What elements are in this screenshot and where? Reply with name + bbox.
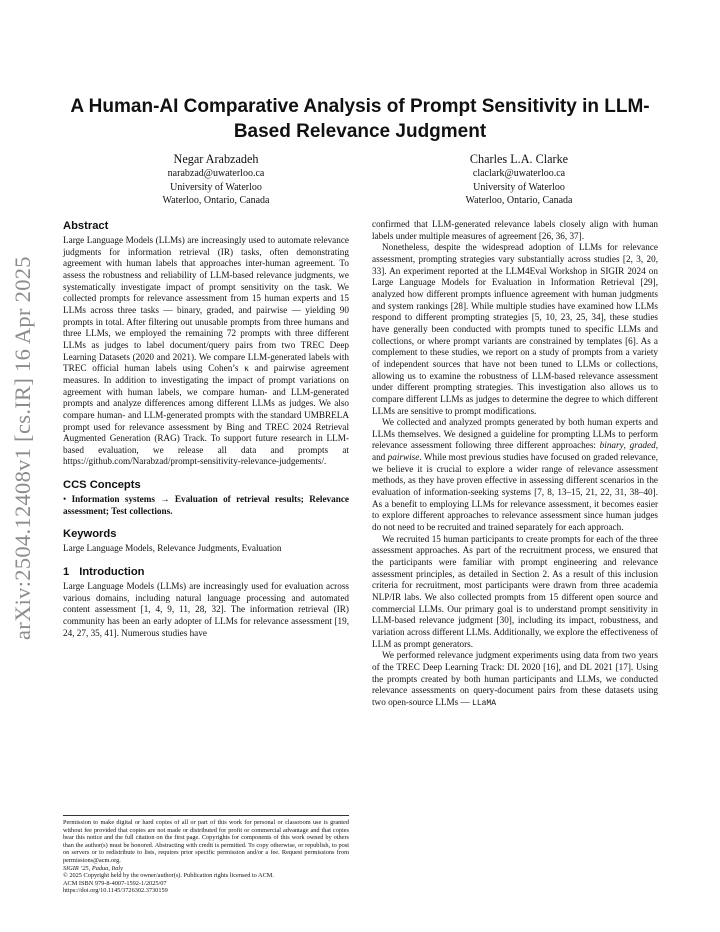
text-span: , — [623, 440, 630, 451]
venue-text: SIGIR ’25, Padua, Italy — [63, 864, 123, 872]
permission-text: Permission to make digital or hard copies of all or part of this work for personal or classroom use is granted without fee provided that copies are not made or distributed for profit or commercial advantage and that copies bear this notice and the full citation on the first page. Copyrights for components of this work owned by others than the author(s) must be honored. Abstracting with credit is permitted. To copy otherwise, or republish, to post on servers or to redistribute to lists, requires prior specific permission and/or a fee. Request permissions from permissions@acm.org. — [63, 819, 349, 864]
author-affiliation: University of Waterloo — [170, 181, 262, 193]
isbn-text: ACM ISBN 979-8-4007-1592-1/2025/07 — [63, 879, 167, 887]
author-name: Negar Arabzadeh — [173, 152, 259, 166]
intro-paragraph-5 — [372, 650, 658, 709]
abstract-heading: Abstract — [63, 220, 109, 232]
author-block-1 — [91, 152, 341, 208]
author-affiliation: University of Waterloo — [473, 181, 565, 193]
author-location: Waterloo, Ontario, Canada — [162, 195, 270, 206]
intro-paragraph-2: Nonetheless, despite the widespread adoption of LLMs for relevance assessment, prompting strategies vary substantially across studies [2, 3, 20, 33]. An experiment reported at the LLM4Eval Workshop in SIGIR 2024 on Large Language Models for Evaluation in Information Retrieval [29], analyzed how different prompts influence agreement with human judgments and system rankings [28]. While multiple studies have examined how LLMs respond to different prompting strategies [5, 10, 23, 25, 34], these studies have generally been conducted with prompts tuned to specific LLMs and collections, or where prompt variants are constrained by templates [6]. As a complement to these studies, we report on a study of prompts from a variety of independent sources that have not been tuned to LLMs or collections, allowing us to examine the robustness of LLM-based relevance assessment under different prompting strategies. This investigation also allows us to compare different LLMs as judges to determine the degree to which different LLMs are sensitive to prompt modifications. — [372, 242, 658, 416]
ccs-concepts-text: Information systems → Evaluation of retrieval results; Relevance assessment; Test collections. — [63, 494, 349, 516]
text-span: , and — [372, 440, 658, 463]
emphasis-pairwise: pairwise — [387, 452, 420, 463]
right-column — [372, 219, 658, 710]
intro-paragraph-1: Large Language Models (LLMs) are increasingly used for evaluation across various domains, including natural language processing and automated content assessment [1, 4, 9, 11, 28, 32]. The information retrieval (IR) community has been an early adopter of LLMs for relevance assessment [19, 24, 27, 35, 41]. Numerous studies have — [63, 581, 349, 638]
author-email: claclark@uwaterloo.ca — [472, 168, 566, 179]
emphasis-binary: binary — [599, 440, 624, 451]
text-span: We performed relevance judgment experiments using data from two years of the TREC Deep Learning Track: DL 2020 [16], and DL 2021 [17]. Using the prompts created by both human participants and LLMs, we conducted relevance assessments on query-document pairs from these datasets using two open-source LLMs — — [372, 650, 658, 707]
keywords-heading: Keywords — [63, 528, 117, 541]
author-name: Charles L.A. Clarke — [469, 152, 569, 166]
intro-paragraph-1-continued: confirmed that LLM-generated relevance labels closely align with human labels under multiple measures of agreement [26, 36, 37]. — [372, 219, 658, 241]
section-number: 1 — [63, 566, 70, 579]
author-location: Waterloo, Ontario, Canada — [465, 195, 573, 206]
model-name-mono: LLaMA — [472, 698, 497, 708]
intro-paragraph-4: We recruited 15 human participants to create prompts for each of the three assessment approaches. As part of the recruitment process, we ensured that the participants were familiar with prompt engineering and relevance assessment principles, as detailed in Section 2. As a result of this inclusion criteria for recruitment, most participants were drawn from three academia NLP/IR labs. We also collected prompts from 15 different open source and commercial LLMs. Our primary goal is to understand prompt sensitivity in LLM-based relevance judgment [30], including its impact, robustness, and variation across different LLMs. Additionally, we explore the effectiveness of LLM as prompt generators. — [372, 533, 658, 649]
keywords-text: Large Language Models, Relevance Judgments, Evaluation — [63, 543, 282, 554]
text-span: . While most previous studies have focused on graded relevance, we believe it is crucial to explore a wider range of relevance assessment methods, as they have proven effective in assessing different scenarios in the evaluation of information-seeking systems [7, 8, 13–15, 21, 22, 31, 38–40]. As a benefit to employing LLMs for relevance assessment, it becomes easier to explore different approaches to relevance assessment since human judges do not need to be recruited and trained separately for each approach. — [372, 452, 658, 533]
copyright-text: © 2025 Copyright held by the owner/author(s). Publication rights licensed to ACM. — [63, 872, 274, 880]
left-column — [63, 219, 349, 639]
bullet-glyph: • — [63, 494, 67, 505]
section-title: Introduction — [79, 566, 145, 579]
intro-paragraph-3 — [372, 417, 658, 534]
abstract-text: Large Language Models (LLMs) are increasingly used to automate relevance judgments for information retrieval (IR) tasks, often demonstrating agreement with human labels that approaches inter-human agreement. To assess the robustness and reliability of LLM-based relevance judgments, we systematically investigate impact of prompt sensitivity on the task. We collected prompts for relevance assessment from 15 human experts and 15 LLMs across three tasks — binary, graded, and pairwise — yielding 90 prompts in total. After filtering out unusable prompts from three humans and three LLMs, we employed the remaining 72 prompts with three different LLMs as judges to label document/query pairs from two TREC Deep Learning Datasets (2020 and 2021). We compare LLM-generated labels with TREC official human labels using Cohen’s κ and pairwise agreement measures. In addition to investigating the impact of prompt variations on agreement with human labels, we compare human- and LLM-generated prompts and analyze differences among different LLMs as judges. We also compare human- and LLM-generated prompts with the standard UMBRELA prompt used for relevance assessment by Bing and TREC 2024 Retrieval Augmented Generation (RAG) Track. To support future research in LLM-based evaluation, we release all data and prompts at https://github.com/Narabzad/prompt-sensitivity-relevance-judgements/. — [63, 235, 349, 467]
doi-link[interactable]: https://doi.org/10.1145/3726302.3730159 — [63, 887, 168, 895]
ccs-heading: CCS Concepts — [63, 479, 141, 492]
paper-title: A Human-AI Comparative Analysis of Prompt Sensitivity in LLM-Based Relevance Judgment — [70, 96, 650, 142]
author-email: narabzad@uwaterloo.ca — [167, 168, 265, 179]
emphasis-graded: graded — [629, 440, 656, 451]
author-block-2 — [394, 152, 644, 208]
permission-footnote — [63, 815, 349, 895]
text-span: We collected and analyzed prompts generated by both human experts and LLMs themselves. We designed a guideline for prompting LLMs to perform relevance assessment following three different approaches: — [372, 417, 658, 451]
introduction-heading — [63, 565, 349, 579]
arxiv-identifier-stamp: arXiv:2504.12408v1 [cs.IR] 16 Apr 2025 — [10, 256, 35, 640]
ccs-concepts — [63, 494, 349, 517]
